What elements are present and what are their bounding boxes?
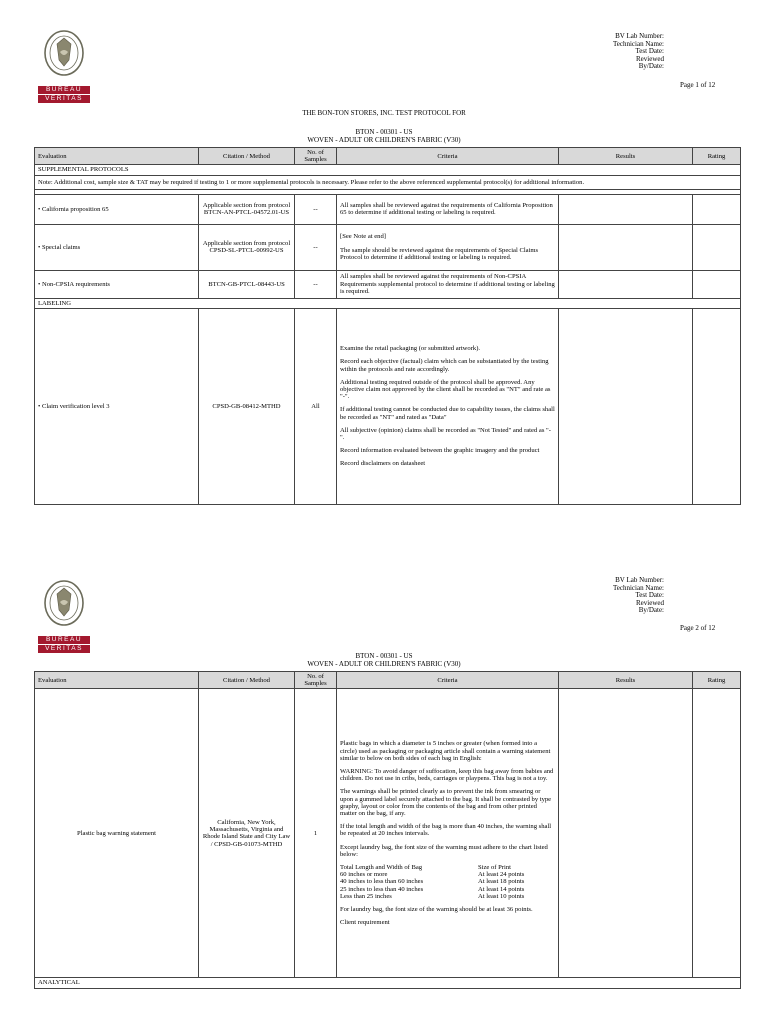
criteria-cell	[337, 224, 559, 270]
evaluation-cell: • Non-CPSIA requirements	[35, 270, 199, 298]
col-header-rating: Rating	[693, 672, 741, 689]
size-length: 60 inches or more	[340, 871, 388, 879]
size-header-print: Size of Print	[478, 864, 511, 872]
criteria-paragraph: Except laundry bag, the font size of the warning must adhere to the chart listed below:	[340, 843, 548, 858]
criteria-paragraph: Plastic bags in which a diameter is 5 inches or greater (when formed into a circle) used as packaging or packaging article shall contain a warning statement similar to below on both sides of each bag in English:	[340, 740, 551, 762]
lab-meta-fields	[560, 577, 664, 615]
table-header-row	[35, 672, 741, 689]
criteria-paragraph: If the total length and width of the bag is more than 40 inches, the warning shall be repeated at 20 inches intervals.	[340, 823, 552, 838]
section-row	[35, 298, 741, 308]
table-header-row	[35, 148, 741, 165]
protocol-id: BTON - 00301 - US	[355, 652, 413, 660]
rating-cell[interactable]	[693, 194, 741, 224]
meta-label: Test Date:	[635, 47, 664, 56]
meta-label: Technician Name:	[612, 39, 664, 48]
bureau-veritas-logo	[38, 30, 90, 103]
col-header-results: Results	[559, 148, 693, 165]
criteria-paragraph: WARNING: To avoid danger of suffocation, keep this bag away from babies and children. Do not use in cribs, beds, carriages or playpens. This bag is not a toy.	[340, 767, 554, 783]
rating-cell[interactable]	[693, 308, 741, 504]
criteria-paragraph: All subjective (opinion) claims shall be recorded as "Not Tested" and rated as "-".	[340, 426, 551, 441]
criteria-cell	[337, 308, 559, 504]
samples-cell: --	[295, 224, 337, 270]
col-header-rating: Rating	[693, 148, 741, 165]
size-header-length: Total Length and Width of Bag	[340, 864, 423, 872]
criteria-paragraph: Record information evaluated between the graphic imagery and the product	[340, 447, 540, 455]
meta-label: BV Lab Number:	[615, 576, 664, 584]
criteria-paragraph: Record each objective (factual) claim which can be substantiated by the testing within the protocols and rate accordingly.	[340, 358, 549, 373]
supplemental-note: Note: Additional cost, sample size & TAT may be required if testing to 1 or more supplemental protocols is necessary. Please refer to the above referenced supplemental protocol(s) for additional information.	[35, 175, 741, 189]
logo-band-bottom: VERITAS	[38, 95, 90, 103]
criteria-paragraph: Examine the retail packaging (or submitted artwork).	[340, 345, 481, 353]
protocol-id: BTON - 00301 - US	[355, 128, 413, 136]
meta-label: Test Date:	[635, 591, 664, 600]
table-row	[35, 308, 741, 504]
size-length: Less than 25 inches	[340, 892, 392, 900]
meta-label: BV Lab Number:	[615, 32, 664, 40]
results-cell[interactable]	[559, 194, 693, 224]
results-cell[interactable]	[559, 224, 693, 270]
criteria-cell: All samples shall be reviewed against the requirements of California Proposition 65 to determine if additional testing or labeling is required.	[337, 194, 559, 224]
protocol-title: THE BON-TON STORES, INC. TEST PROTOCOL FOR	[302, 109, 466, 117]
print-size-table	[340, 864, 555, 900]
evaluation-cell: Plastic bag warning statement	[35, 689, 199, 978]
results-cell[interactable]	[559, 270, 693, 298]
samples-cell: All	[295, 308, 337, 504]
results-cell[interactable]	[559, 689, 693, 978]
col-header-citation: Citation / Method	[199, 148, 295, 165]
section-analytical: ANALYTICAL	[35, 978, 741, 988]
meta-label: Technician Name:	[612, 583, 664, 592]
criteria-paragraph: Additional testing required outside of the protocol shall be approved. Any objective claim not approved by the client shall be recorded as "NT" and rate as "-".	[340, 378, 551, 401]
meta-label: By/Date:	[638, 62, 664, 71]
protocol-table	[34, 147, 741, 505]
criteria-cell	[337, 689, 559, 978]
size-length: 25 inches to less than 40 inches	[340, 885, 424, 893]
meta-label: Reviewed	[636, 598, 664, 607]
criteria-paragraph: If additional testing cannot be conducted due to capability issues, the claims shall be recorded as "NT" and rated as "Data"	[340, 406, 555, 421]
logo-band-bottom: VERITAS	[38, 645, 90, 653]
page-number: Page 1 of 12	[680, 81, 716, 89]
col-header-criteria: Criteria	[337, 148, 559, 165]
citation-cell: California, New York, Massachusetts, Virginia and Rhode Island State and City Law / CPSD-GB-01073-MTHD	[199, 689, 295, 978]
section-supplemental: SUPPLEMENTAL PROTOCOLS	[35, 165, 741, 175]
results-cell[interactable]	[559, 308, 693, 504]
logo-band-top: BUREAU	[38, 86, 90, 94]
protocol-name: WOVEN - ADULT OR CHILDREN'S FABRIC (V30)	[307, 660, 461, 668]
evaluation-cell: • Special claims	[35, 224, 199, 270]
lab-meta-fields	[560, 33, 664, 71]
section-labeling: LABELING	[35, 298, 741, 308]
criteria-cell: All samples shall be reviewed against the requirements of Non-CPSIA Requirements supplemental protocol to determine if additional testing or labeling is required.	[337, 270, 559, 298]
col-header-citation: Citation / Method	[199, 672, 295, 689]
samples-cell: --	[295, 270, 337, 298]
criteria-paragraph: The warnings shall be printed clearly as to prevent the ink from smearing or upon a gummed label securely attached to the bag. It shall be contrasted by type graphy, layout or color from the contents of the bag and from other printed matter on the bag, if any.	[340, 788, 552, 817]
citation-cell: CPSD-GB-08412-MTHD	[199, 308, 295, 504]
section-row	[35, 978, 741, 988]
meta-label: By/Date:	[638, 606, 664, 615]
table-row	[35, 224, 741, 270]
seal-icon	[42, 580, 86, 630]
criteria-paragraph: For laundry bag, the font size of the warning should be at least 36 points.	[340, 906, 533, 914]
protocol-table	[34, 671, 741, 989]
evaluation-cell: • Claim verification level 3	[35, 308, 199, 504]
page-number: Page 2 of 12	[680, 624, 716, 632]
col-header-samples: No. of Samples	[295, 148, 337, 165]
evaluation-cell: • California proposition 65	[35, 194, 199, 224]
size-print: At least 24 points	[478, 871, 525, 879]
criteria-note: [See Note at end]	[340, 233, 386, 241]
samples-cell: --	[295, 194, 337, 224]
protocol-name: WOVEN - ADULT OR CHILDREN'S FABRIC (V30)	[307, 136, 461, 144]
size-print: At least 18 points	[478, 878, 525, 886]
table-row	[35, 270, 741, 298]
size-print: At least 10 points	[478, 892, 525, 900]
col-header-evaluation: Evaluation	[35, 672, 199, 689]
size-length: 40 inches to less than 60 inches	[340, 878, 424, 886]
col-header-evaluation: Evaluation	[35, 148, 199, 165]
citation-cell: Applicable section from protocol BTCN-AN-PTCL-04572.01-US	[199, 194, 295, 224]
meta-label: Reviewed	[636, 54, 664, 63]
rating-cell[interactable]	[693, 270, 741, 298]
table-row	[35, 689, 741, 978]
table-row	[35, 194, 741, 224]
rating-cell[interactable]	[693, 689, 741, 978]
bureau-veritas-logo	[38, 580, 90, 653]
logo-band-top: BUREAU	[38, 636, 90, 644]
criteria-text: The sample should be reviewed against the requirements of Special Claims Protocol to determine if additional testing or labeling is required.	[340, 246, 539, 261]
citation-cell: BTCN-GB-PTCL-08443-US	[199, 270, 295, 298]
seal-icon	[42, 30, 86, 80]
criteria-paragraph: Record disclaimers on datasheet	[340, 460, 426, 468]
size-print: At least 14 points	[478, 885, 525, 893]
col-header-results: Results	[559, 672, 693, 689]
note-row	[35, 175, 741, 189]
col-header-samples: No. of Samples	[295, 672, 337, 689]
col-header-criteria: Criteria	[337, 672, 559, 689]
samples-cell: 1	[295, 689, 337, 978]
rating-cell[interactable]	[693, 224, 741, 270]
criteria-paragraph: Client requirement	[340, 919, 390, 927]
section-row	[35, 165, 741, 175]
citation-cell: Applicable section from protocol CPSD-SL-PTCL-00992-US	[199, 224, 295, 270]
